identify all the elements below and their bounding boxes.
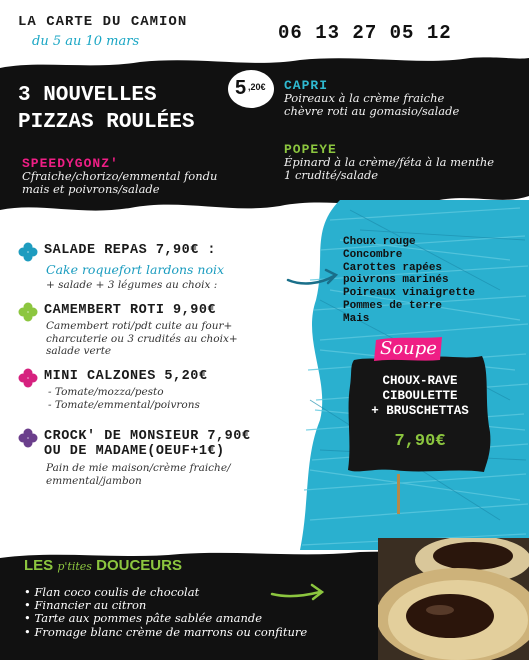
- flower-icon: [18, 368, 38, 388]
- pizza-heading: 3 NOUVELLES PIZZAS ROULÉES: [18, 84, 195, 134]
- flan-photo: [378, 538, 529, 660]
- pizza-desc-popeye: Épinard à la crème/féta à la menthe 1 crudité/salade: [284, 155, 495, 182]
- soup-label: Soupe: [380, 338, 437, 359]
- item-title-crock: CROCK' DE MONSIEUR 7,90€ OU DE MADAME(OEUF+1€): [44, 429, 251, 459]
- dessert-item: • Fromage blanc crème de marrons ou confiture: [24, 626, 307, 639]
- item-desc-camembert: Camembert roti/pdt cuite au four+ charcuterie ou 3 crudités au choix+ salade verte: [46, 320, 238, 357]
- arrow-right-icon: [286, 266, 342, 288]
- phone-number: 06 13 27 05 12: [278, 22, 452, 44]
- dessert-item: • Financier au citron: [24, 599, 307, 612]
- item-desc-salade: + salade + 3 légumes au choix :: [46, 279, 218, 291]
- flower-icon: [18, 428, 38, 448]
- pizza-desc-speedygonz: Cfraiche/chorizo/emmental fondu mais et poivrons/salade: [22, 169, 218, 196]
- pizza-price-cents: ,20€: [248, 82, 266, 92]
- soup-description: CHOUX-RAVE CIBOULETTE + BRUSCHETTAS: [371, 374, 469, 418]
- pizza-price-euros: 5: [235, 77, 247, 99]
- arrow-right-icon: [270, 580, 330, 604]
- item-desc-crock: Pain de mie maison/crème fraiche/ emmental/jambon: [46, 462, 231, 487]
- menu-title: LA CARTE DU CAMION: [18, 14, 188, 30]
- desserts-title-ptites: p'tites: [57, 560, 92, 573]
- soup-price: 7,90€: [394, 432, 446, 451]
- desserts-title-les: LES: [24, 557, 54, 574]
- pizza-name-popeye: POPEYE: [284, 142, 337, 157]
- flower-icon: [18, 302, 38, 322]
- item-desc-calzones: - Tomate/mozza/pesto - Tomate/emmental/poivrons: [48, 386, 200, 411]
- pizza-price-badge: [228, 70, 274, 108]
- desserts-title-douceurs: DOUCEURS: [96, 557, 182, 574]
- pizza-name-capri: CAPRI: [284, 78, 329, 93]
- menu-dates: du 5 au 10 mars: [32, 34, 140, 49]
- desserts-list: [24, 586, 307, 639]
- desserts-title: [24, 557, 182, 574]
- pizza-desc-capri: Poireaux à la crème fraiche chèvre roti au gomasio/salade: [284, 91, 460, 118]
- item-title-salade: SALADE REPAS 7,90€ :: [44, 243, 217, 258]
- dessert-item: • Flan coco coulis de chocolat: [24, 586, 307, 599]
- crudites-list: Choux rouge Concombre Carottes rapées poivrons marinés Poireaux vinaigrette Pommes de terre Mais: [343, 236, 476, 325]
- flower-icon: [18, 242, 38, 262]
- item-subtitle-salade: Cake roquefort lardons noix: [46, 262, 225, 277]
- item-title-calzones: MINI CALZONES 5,20€: [44, 369, 208, 384]
- pizza-name-speedygonz: SPEEDYGONZ': [22, 156, 119, 171]
- dessert-item: • Tarte aux pommes pâte sablée amande: [24, 612, 307, 625]
- item-title-camembert: CAMEMBERT ROTI 9,90€: [44, 303, 217, 318]
- blackboard-stick: [397, 474, 400, 514]
